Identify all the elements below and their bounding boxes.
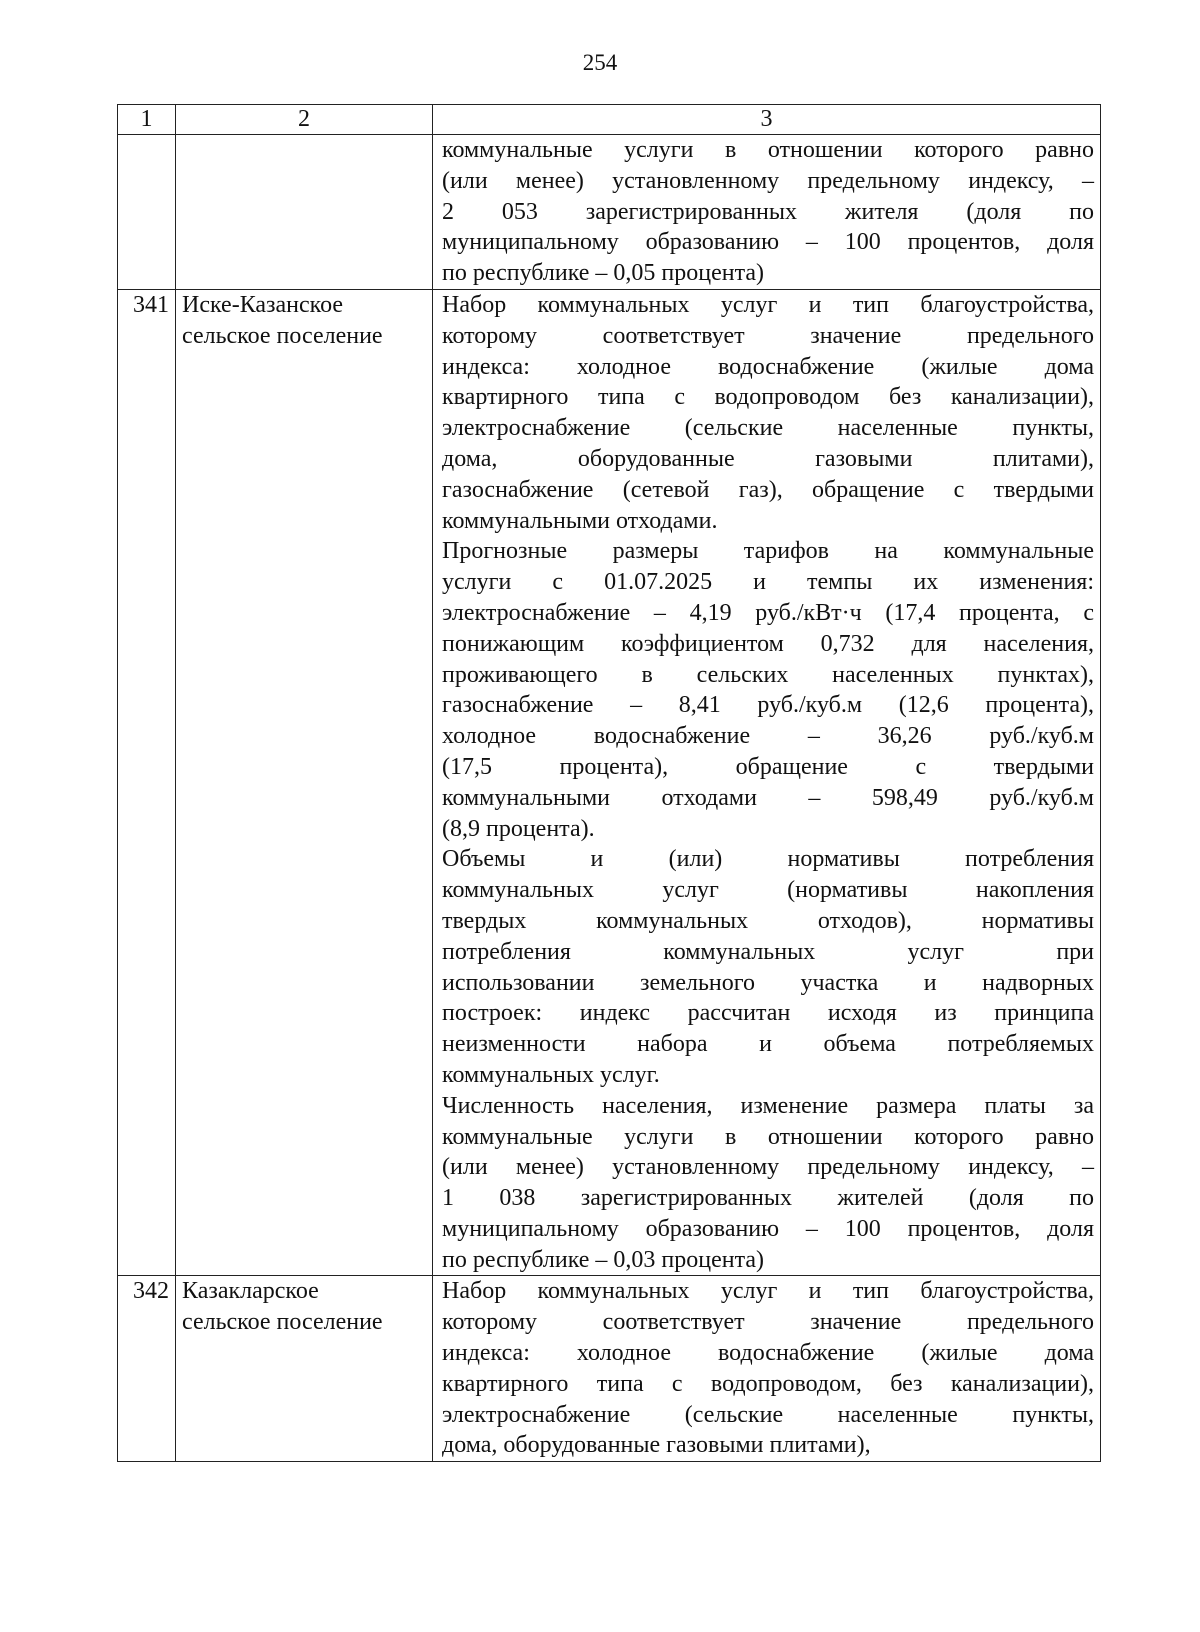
text-line: Прогнозные размеры тарифов на коммунальные — [442, 538, 1094, 565]
text-line: муниципальному образованию – 100 процентов, доля — [442, 1215, 1094, 1242]
table-row — [118, 1276, 1101, 1462]
text-line: (или менее) установленному предельному индексу, – — [442, 1154, 1094, 1181]
text-line: проживающего в сельских населенных пунктах), — [442, 661, 1094, 688]
header-col-2: 2 — [176, 105, 433, 135]
text-line: электроснабжение (сельские населенные пункты, — [442, 1401, 1094, 1428]
page-number: 254 — [582, 50, 618, 75]
row-number: 342 — [118, 1276, 176, 1462]
text-line: 2 053 зарегистрированных жителя (доля по — [442, 198, 1094, 225]
text-line: по республике – 0,05 процента) — [442, 260, 765, 287]
header-col-3: 3 — [433, 105, 1101, 135]
text-line: газоснабжение (сетевой газ), обращение с твердыми — [442, 476, 1094, 503]
text-line: дома, оборудованные газовыми плитами), — [442, 1432, 871, 1459]
row-number: 341 — [118, 289, 176, 1276]
text-line: дома, оборудованные газовыми плитами), — [442, 445, 1094, 472]
text-line: индекса: холодное водоснабжение (жилые дома — [442, 1340, 1094, 1367]
municipality-name-line: сельское поселение — [182, 322, 383, 349]
description-paragraph — [442, 1091, 1094, 1276]
text-line: коммунальные услуги в отношении которого равно — [442, 137, 1094, 163]
table-row — [118, 135, 1101, 290]
municipality-name-line: сельское поселение — [182, 1309, 383, 1336]
text-line: индекса: холодное водоснабжение (жилые дома — [442, 353, 1094, 380]
text-line: построек: индекс рассчитан исходя из принципа — [442, 1000, 1094, 1027]
tariff-table — [117, 104, 1101, 1462]
description-cell — [433, 1276, 1101, 1462]
text-line: (или менее) установленному предельному индексу, – — [442, 167, 1094, 194]
text-line: коммунальными отходами – 598,49 руб./куб.м — [442, 784, 1094, 811]
description-paragraph — [442, 290, 1094, 536]
text-line: электроснабжение – 4,19 руб./кВт·ч (17,4 процента, с — [442, 599, 1094, 626]
text-line: газоснабжение – 8,41 руб./куб.м (12,6 процента), — [442, 692, 1094, 719]
municipality-name — [176, 135, 433, 290]
text-line: электроснабжение (сельские населенные пункты, — [442, 415, 1094, 442]
text-line: квартирного типа с водопроводом без канализации), — [442, 384, 1094, 411]
text-line: которому соответствует значение предельного — [442, 1309, 1094, 1336]
table-row — [118, 289, 1101, 1276]
description-paragraph — [442, 536, 1094, 844]
description-paragraph — [442, 844, 1094, 1090]
municipality-name-line: Казакларское — [182, 1278, 319, 1305]
row-number — [118, 135, 176, 290]
description-cell — [433, 289, 1101, 1276]
text-line: услуги с 01.07.2025 и темпы их изменения: — [442, 569, 1094, 596]
description-paragraph — [442, 135, 1094, 289]
description-paragraph — [442, 1276, 1094, 1461]
header-col-1: 1 — [118, 105, 176, 135]
municipality-name — [176, 289, 433, 1276]
table-header-row — [118, 105, 1101, 135]
text-line: твердых коммунальных отходов), нормативы — [442, 907, 1094, 934]
text-line: коммунальные услуги в отношении которого равно — [442, 1123, 1094, 1150]
text-line: коммунальных услуг (нормативы накопления — [442, 877, 1094, 904]
text-line: Набор коммунальных услуг и тип благоустройства, — [442, 291, 1094, 318]
text-line: потребления коммунальных услуг при — [442, 938, 1094, 965]
text-line: использовании земельного участка и надворных — [442, 969, 1094, 996]
text-line: коммунальными отходами. — [442, 507, 718, 534]
text-line: понижающим коэффициентом 0,732 для населения, — [442, 630, 1094, 657]
text-line: Объемы и (или) нормативы потребления — [442, 846, 1094, 873]
text-line: муниципальному образованию – 100 процентов, доля — [442, 229, 1094, 256]
description-cell — [433, 135, 1101, 290]
text-line: Набор коммунальных услуг и тип благоустройства, — [442, 1278, 1094, 1305]
municipality-name-line: Иске-Казанское — [182, 291, 344, 318]
text-line: квартирного типа с водопроводом, без канализации), — [442, 1370, 1094, 1397]
text-line: Численность населения, изменение размера платы за — [442, 1092, 1094, 1119]
text-line: по республике – 0,03 процента) — [442, 1246, 765, 1273]
text-line: (17,5 процента), обращение с твердыми — [442, 753, 1094, 780]
municipality-name — [176, 1276, 433, 1462]
text-line: (8,9 процента). — [442, 815, 595, 842]
text-line: 1 038 зарегистрированных жителей (доля по — [442, 1185, 1094, 1212]
text-line: неизменности набора и объема потребляемых — [442, 1031, 1094, 1058]
text-line: которому соответствует значение предельного — [442, 322, 1094, 349]
text-line: холодное водоснабжение – 36,26 руб./куб.м — [442, 723, 1094, 750]
text-line: коммунальных услуг. — [442, 1061, 660, 1088]
